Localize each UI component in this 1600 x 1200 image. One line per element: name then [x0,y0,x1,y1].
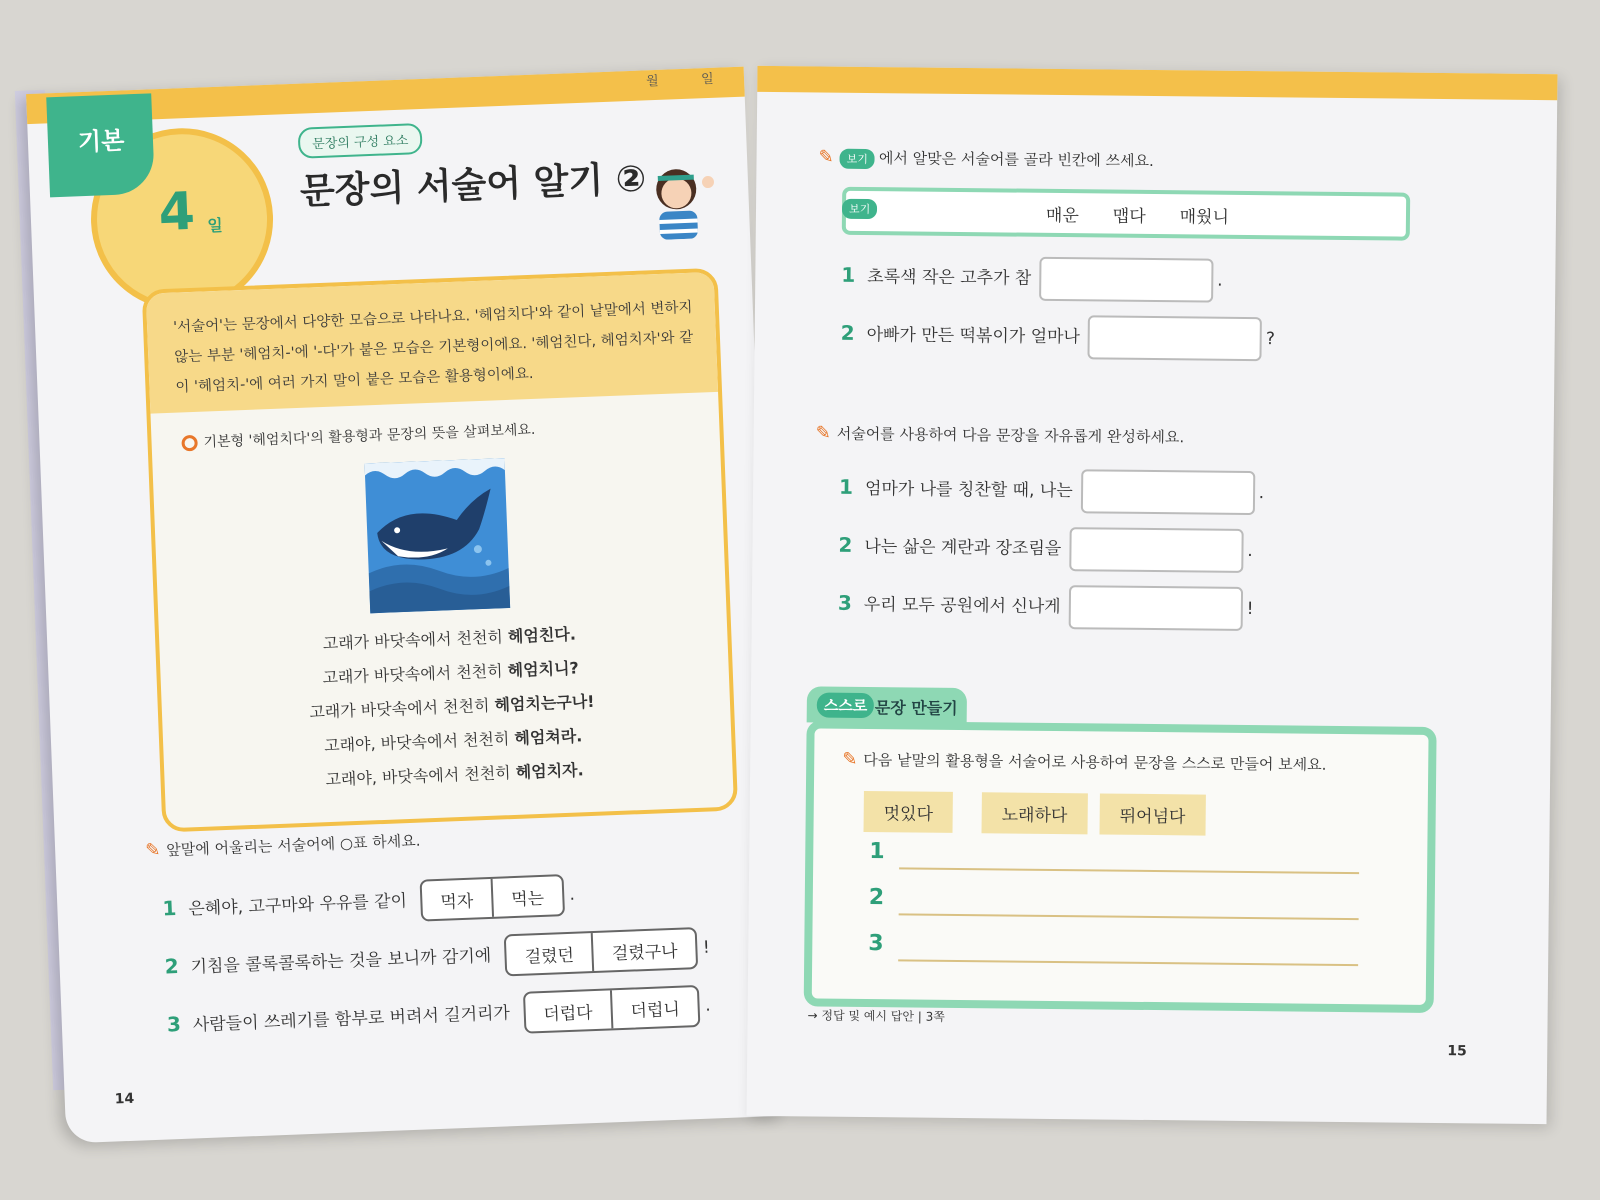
left-page [26,67,784,1144]
pencil-icon: ✎ [818,146,834,168]
answer-blank[interactable] [1069,527,1243,573]
question-row [164,927,711,990]
question-end: ! [1246,598,1254,620]
question-row [162,874,576,932]
bogi-word: 매웠니 [1179,207,1230,228]
self-writing-box [804,720,1437,1013]
whale-icon [365,458,511,613]
choice-option[interactable]: 걸렸구나 [591,929,696,971]
self-writing-tab [807,686,967,724]
question-number: 1 [841,262,856,287]
whale-illustration-icon [365,458,511,613]
bullet-circle-icon [181,435,198,452]
bogi-badge: 보기 [840,148,875,168]
instruction-text: 다음 낱말의 활용형을 서술어로 사용하여 문장을 스스로 만들어 보세요. [863,750,1327,774]
word-chip: 멋있다 [864,791,954,833]
section-question-bogi [818,146,1154,171]
free-question-row [838,525,1253,573]
bogi-badge: 보기 [842,199,877,219]
self-writing-instruction [842,749,1326,775]
fill-question-row [840,313,1275,362]
bogi-word: 맵다 [1112,206,1146,227]
question-number: 1 [838,474,854,499]
page-number: 14 [114,1090,135,1108]
writing-line[interactable] [899,913,1359,920]
writing-line[interactable] [899,867,1359,874]
pencil-icon: ✎ [144,839,161,862]
writing-line[interactable] [898,959,1358,966]
page-number: 15 [1447,1043,1467,1060]
question-text: 우리 모두 공원에서 신나게 [863,594,1061,618]
answer-blank[interactable] [1088,315,1262,361]
question-end: . [569,884,576,905]
word-chip: 노래하다 [981,792,1087,834]
word-chip: 뛰어넘다 [1099,793,1205,835]
example-label [181,419,535,453]
question-number: 2 [838,532,853,557]
concept-text: '서술어'는 문장에서 다양한 모습으로 나타나요. '헤엄치다'와 같이 낱말에서 변하지 않는 부분 '헤엄치-'에 '-다'가 붙은 모습은 기본형이에요. '헤엄친다, 헤엄치자'와 같이 '헤엄치-'에 여러 가지 말이 붙은 모습은 활용형이에요. [172,299,694,396]
level-tab-label: 기본 [77,126,125,157]
girl-illustration-icon [639,158,722,241]
question-text: 아빠가 만든 떡볶이가 얼마나 [866,324,1081,348]
bogi-word-box [842,187,1410,241]
choice-option[interactable]: 더럽니 [610,987,699,1028]
bogi-word: 매운 [1045,205,1079,227]
pencil-icon: ✎ [842,748,858,770]
choice-option[interactable]: 걸렸던 [524,945,575,968]
section-question-free [816,422,1185,447]
concept-box [142,268,738,833]
question-end: . [704,995,711,1016]
choice-option[interactable]: 먹자 [440,891,474,913]
question-end: . [1258,483,1265,504]
date-month: 월 [645,73,659,90]
question-number: 1 [162,896,177,921]
section-question-text: 서술어를 사용하여 다음 문장을 자유롭게 완성하세요. [836,424,1185,447]
right-page [747,66,1558,1124]
example-sentence: 고래가 바닷속에서 천천히 헤엄치니? [322,658,580,688]
question-text: 은혜야, 고구마와 우유를 같이 [188,891,408,920]
choice-pair [522,985,700,1034]
question-number: 3 [837,590,852,615]
self-pill: 스스로 [817,692,875,718]
top-band [757,66,1557,100]
question-end: . [1247,540,1253,562]
choice-pair [504,927,698,976]
free-question-row [838,583,1254,631]
line-number: 2 [868,885,885,911]
line-number: 1 [869,839,885,865]
question-row [166,985,711,1048]
question-end: . [1217,270,1223,291]
level-tab [46,93,155,197]
concept-header [146,272,718,414]
example-label-text: 기본형 '헤엄치다'의 활용형과 문장의 뜻을 살펴보세요. [203,421,536,451]
choice-option[interactable]: 더럽다 [542,1002,593,1025]
answer-blank[interactable] [1080,469,1254,515]
day-number: 4 [157,181,197,244]
choice-pair [420,874,565,921]
question-number: 2 [840,320,855,345]
question-end: ? [1265,329,1276,350]
choice-option[interactable]: 먹는 [490,876,562,917]
fill-question-row [841,255,1223,303]
self-writing-label: 문장 만들기 [874,698,958,718]
answer-blank[interactable] [1068,585,1242,631]
example-sentence: 고래가 바닷속에서 천천히 헤엄치는구나! [309,691,595,722]
day-unit: 일 [206,215,224,236]
bogi-words [1046,201,1263,228]
example-sentence: 고래야, 바닷속에서 천천히 헤엄치자. [325,760,584,790]
topic-tag: 문장의 구성 요소 [298,123,423,159]
section-question-text: 에서 알맞은 서술어를 골라 빈칸에 쓰세요. [878,149,1154,170]
example-sentences [259,615,645,799]
line-number: 3 [868,931,884,957]
answer-blank[interactable] [1039,257,1213,303]
example-sentence: 고래가 바닷속에서 천천히 헤엄친다. [322,624,577,654]
question-text: 사람들이 쓰레기를 함부로 버려서 길거리가 [192,1003,511,1036]
question-number: 3 [166,1011,182,1037]
date-day: 일 [700,71,714,88]
question-text: 초록색 작은 고추가 참 [867,267,1032,289]
question-number: 2 [164,953,180,979]
answer-reference: → 정답 및 예시 답안 | 3쪽 [807,1008,946,1024]
page-title: 문장의 서술어 알기 ② [299,158,647,213]
question-end: ! [702,937,711,958]
section-question-circle [145,830,421,862]
example-sentence: 고래야, 바닷속에서 천천히 헤엄쳐라. [323,726,583,756]
free-question-row [839,467,1264,515]
pencil-icon: ✎ [815,422,831,444]
question-text: 엄마가 나를 칭찬할 때, 나는 [864,478,1073,502]
question-text: 나는 삶은 계란과 장조림을 [864,536,1062,560]
question-text: 기침을 콜록콜록하는 것을 보니까 감기에 [190,945,492,978]
section-question-text: 앞말에 어울리는 서술어에 ○표 하세요. [165,831,421,860]
